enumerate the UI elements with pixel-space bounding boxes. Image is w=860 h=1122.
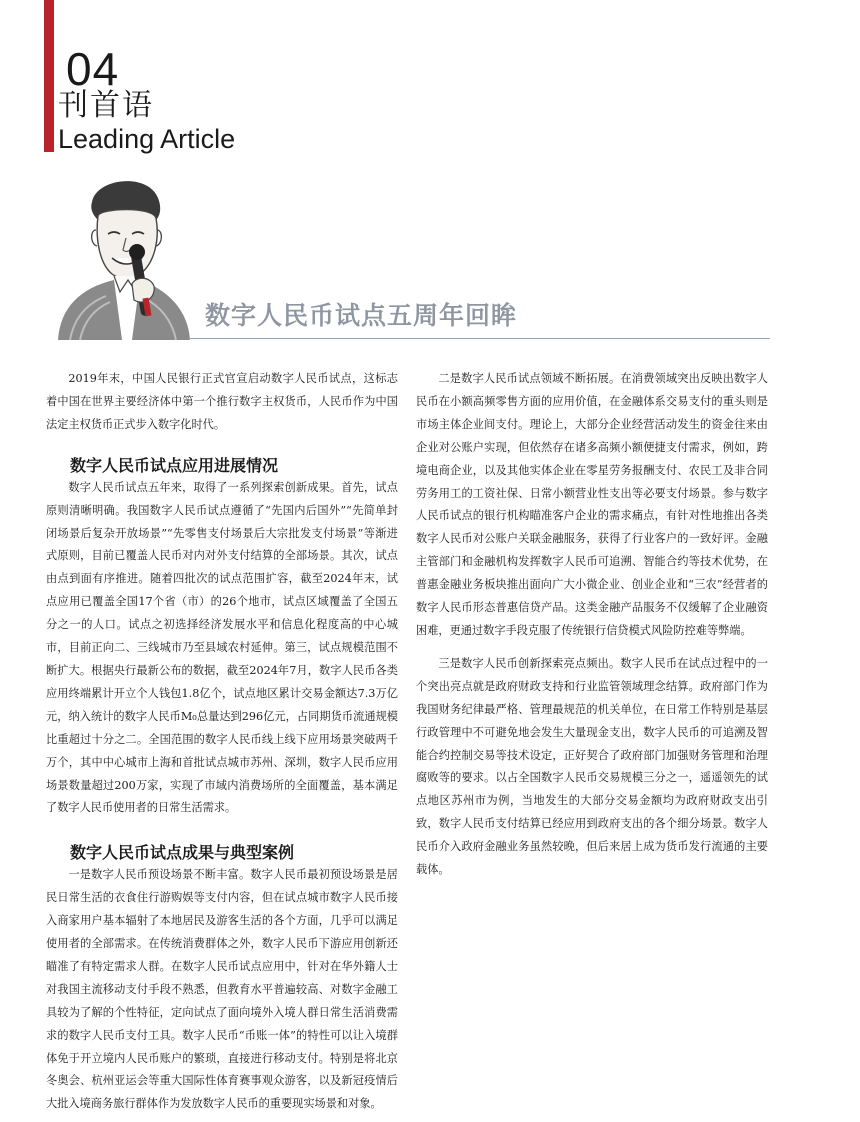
section-title-cn: 刊首语 <box>58 88 154 123</box>
column-right <box>416 368 768 882</box>
body-paragraph: 数字人民币试点五年来，取得了一系列探索创新成果。首先，试点原则清晰明确。我国数字人民币试点遵循了“先国内后国外”“先简单封闭场景后复杂开放场景”“先零售支付场景后大宗批发支付场景”等渐进式原则，目前已覆盖人民币对内对外支付结算的全部场景。其次，试点由点到面有序推进。随着四批次的试点范围扩容，截至2024年末，试点应用已覆盖全国17个省（市）的26个地市，试点区域覆盖了全国五分之一的人口。试点之初选择经济发展水平和信息化程度高的中心城市，目前正向二、三线城市乃至县域农村延伸。第三，试点规模范围不断扩大。根据央行最新公布的数据，截至2024年7月，数字人民币各类应用终端累计开立个人钱包1.8亿个，试点地区累计交易金额达7.3万亿元，纳入统计的数字人民币M₀总量达到296亿元，占同期货币流通规模比重超过十分之二。全国范围的数字人民币线上线下应用场景突破两千万个，其中中心城市上海和首批试点城市苏州、深圳，数字人民币应用场景数量超过200万家，实现了市域内消费场所的全面覆盖，基本满足了数字人民币使用者的日常生活需求。 <box>46 480 398 815</box>
column-left <box>46 368 398 1111</box>
section-heading-progress: 数字人民币试点应用进展情况 <box>70 455 279 475</box>
title-divider <box>190 338 770 339</box>
body-paragraph: 二是数字人民币试点领域不断拓展。在消费领域突出反映出数字人民币在小额高频零售方面的应用价值，在金融体系交易支付的重头则是市场主体企业间支付。理论上，大部分企业经营活动发生的资金往来由企业对公账户实现，但依然存在诸多高频小额便捷支付需求，例如，跨境电商企业，以及其他实体企业在零星劳务报酬支付、农民工及非合同劳务用工的工资社保、日常小额营业性支出等必要支付场景。参与数字人民币试点的银行机构瞄准客户企业的需求痛点，有针对性地推出各类数字人民币对公账户关联金融服务，获得了行业客户的一致好评。金融主管部门和金融机构发挥数字人民币可追溯、智能合约等技术优势，在普惠金融业务板块推出面向广大小微企业、创业企业和“三农”经营者的数字人民币形态普惠信贷产品。这类金融产品服务不仅缓解了企业融资困难，更通过数字手段克服了传统银行信贷模式风险防控难等弊端。 <box>416 372 768 637</box>
article-title: 数字人民币试点五周年回眸 <box>205 301 518 330</box>
accent-bar <box>44 0 54 152</box>
portrait-sketch-icon <box>40 168 200 340</box>
page-number: 04 <box>66 43 120 95</box>
intro-paragraph: 2019年末，中国人民银行正式官宣启动数字人民币试点，这标志着中国在世界主要经济体中第一个推行数字主权货币，人民币作为中国法定主权货币正式步入数字化时代。 <box>46 372 398 431</box>
body-paragraph: 一是数字人民币预设场景不断丰富。数字人民币最初预设场景是居民日常生活的衣食住行游购娱等支付内容，但在试点城市数字人民币接入商家用户基本辐射了本地居民及游客生活的各个方面，几乎可以满足使用者的全部需求。在传统消费群体之外，数字人民币下游应用创新还瞄准了有特定需求人群。在数字人民币试点应用中，针对在华外籍人士对我国主流移动支付手段不熟悉，但教育水平普遍较高、对数字金融工具较为了解的个性特征，定向试点了面向境外入境人群日常生活消费需求的数字人民币支付工具。数字人民币“币账一体”的特性可以让入境群体免于开立境内人民币账户的繁琐，直接进行移动支付。特别是将北京冬奥会、杭州亚运会等重大国际性体育赛事观众游客，以及新冠疫情后大批入境商务旅行群体作为发放数字人民币的重要现实场景和对象。 <box>46 868 398 1111</box>
section-heading-results: 数字人民币试点成果与典型案例 <box>70 843 295 863</box>
body-paragraph: 三是数字人民币创新探索亮点频出。数字人民币在试点过程中的一个突出亮点就是政府财政支持和行业监管领域理念结算。政府部门作为我国财务纪律最严格、管理最规范的机关单位，在日常工作特别是基层行政管理中不可避免地会发生大量现金支出，数字人民币的可追溯及智能合约控制交易等技术设定，正好契合了政府部门加强财务管理和治理腐败等的要求。以占全国数字人民币交易规模三分之一，遥遥领先的试点地区苏州市为例，当地发生的大部分交易金额均为政府财政支出引致，数字人民币支付结算已经应用到政府支出的各个细分场景。数字人民币介入政府金融业务虽然较晚，但后来居上成为货币发行流通的主要载体。 <box>416 656 768 877</box>
section-title-en: Leading Article <box>58 124 236 154</box>
